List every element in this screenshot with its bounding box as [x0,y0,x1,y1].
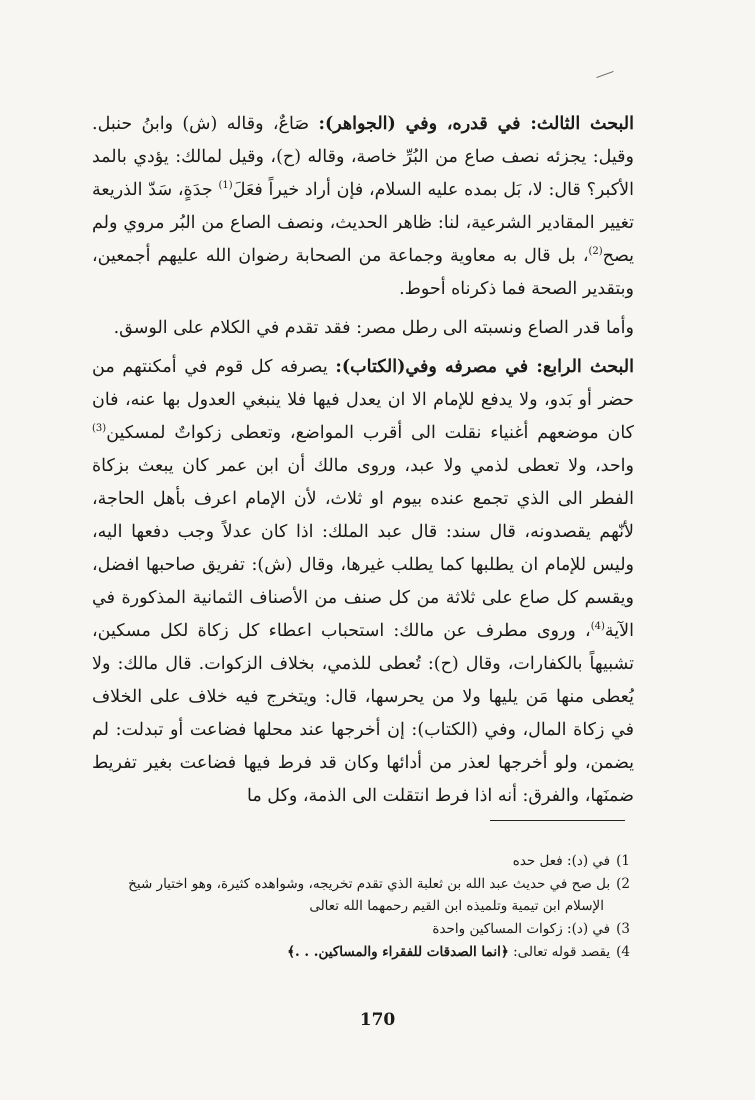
paragraph-3: البحث الرابع: في مصرفه وفي(الكتاب): يصرفه كل قوم في أمكنتهم من حضر أو بَدو، ولا يدفع للإمام الا ان يعدل فيها فلا ينبغي العدول بها عنه، فان كان موضعهم أغنياء نقلت الى أقرب المواضع، وتعطى زكواتٌ لمسكين$^{(3)}$ واحد، ولا تعطى لذمي ولا عبد، وروى مالك أن ابن عمر كان يبعث بزكاة الفطر الى الذي تجمع عنده بيوم او ثلاث، لأن الإمام اعرف بأهل الحاجة، لأنّهم يقصدونه، قال سند: قال عبد الملك: اذا كان عدلاً وجب دفعها اليه، وليس للإمام ان يطلبها كما يطلب غيرها، وقال (ش): تفريق صاحبها افضل، ويقسم كل صاع على ثلاثة من كل صنف من الأصناف الثمانية المذكورة في الآية$^{(4)}$، وروى مطرف عن مالك: استحباب اعطاء كل زكاة لكل مسكين، تشبيهاً بالكفارات، وقال (ح): تُعطى للذمي، بخلاف الزكوات. قال مالك: ولا يُعطى منها مَن يليها ولا من يحرسها، قال: ويتخرج فيه خلاف على الخلاف في زكاة المال، وفي (الكتاب): إن أخرجها عند محلها فضاعت أو تبدلت: لم يضمن، ولو أخرجها لعذر من أدائها وكان قد فرط فيها فضاعت بغير تفريط ضمنَها، والفرق: أنه اذا فرط انتقلت الى الذمة، وكل ما [92,357,634,806]
paragraph-2: وأما قدر الصاع ونسبته الى رطل مصر: فقد تقدم في الكلام على الوسق. [113,318,634,338]
footnote-ref-1: (1) [218,180,233,192]
footnote-3: 3)في (د): زكوات المساكين واحدة [432,921,630,937]
pencil-mark [596,71,613,78]
page-number: 170 [359,1010,396,1030]
footnotes [110,850,630,964]
main-text [92,108,634,813]
footnote-ref-2: (2) [588,246,603,258]
footnote-1: 1)في (د): فعل حده [512,853,630,869]
section-heading-3: البحث الثالث: في قدره، وفي (الجواهر): [318,114,634,134]
footnote-ref-3: (3) [92,423,107,435]
section-heading-4: البحث الرابع: في مصرفه وفي(الكتاب): [335,357,634,377]
footnote-2: 2)بل صح في حديث عبد الله بن ثعلبة الذي تقدم تخريجه، وشواهده كثيرة، وهو اختيار شيخ الإسلام ابن تيمية وتلميذه ابن القيم رحمهما الله تعالى [128,876,630,914]
footnote-divider [490,820,625,821]
paragraph-1: البحث الثالث: في قدره، وفي (الجواهر): صَاعٌ، وقاله (ش) وابنُ حنبل. وقيل: يجزئه نصف صاع من البُرِّ خاصة، وقاله (ح)، وقيل لمالك: يؤدي بالمد الأكبر؟ قال: لا، بَل بمده عليه السلام، فإن أراد خيراً فعَلَ$^{(1)}$ جدَةٍ، سَدّ الذريعة تغيير المقادير الشرعية، لنا: ظاهر الحديث، ونصف الصاع من البُر مروي ولم يصح$^{(2)}$، بل قال به معاوية وجماعة من الصحابة رضوان الله عليهم أجمعين، وبتقدير الصحة فما ذكرناه أحوط. [92,114,634,299]
footnote-ref-4: (4) [590,621,605,633]
footnote-4: 4)يقصد قوله تعالى: ﴿انما الصدقات للفقراء والمساكين. . .﴾ [287,944,630,960]
